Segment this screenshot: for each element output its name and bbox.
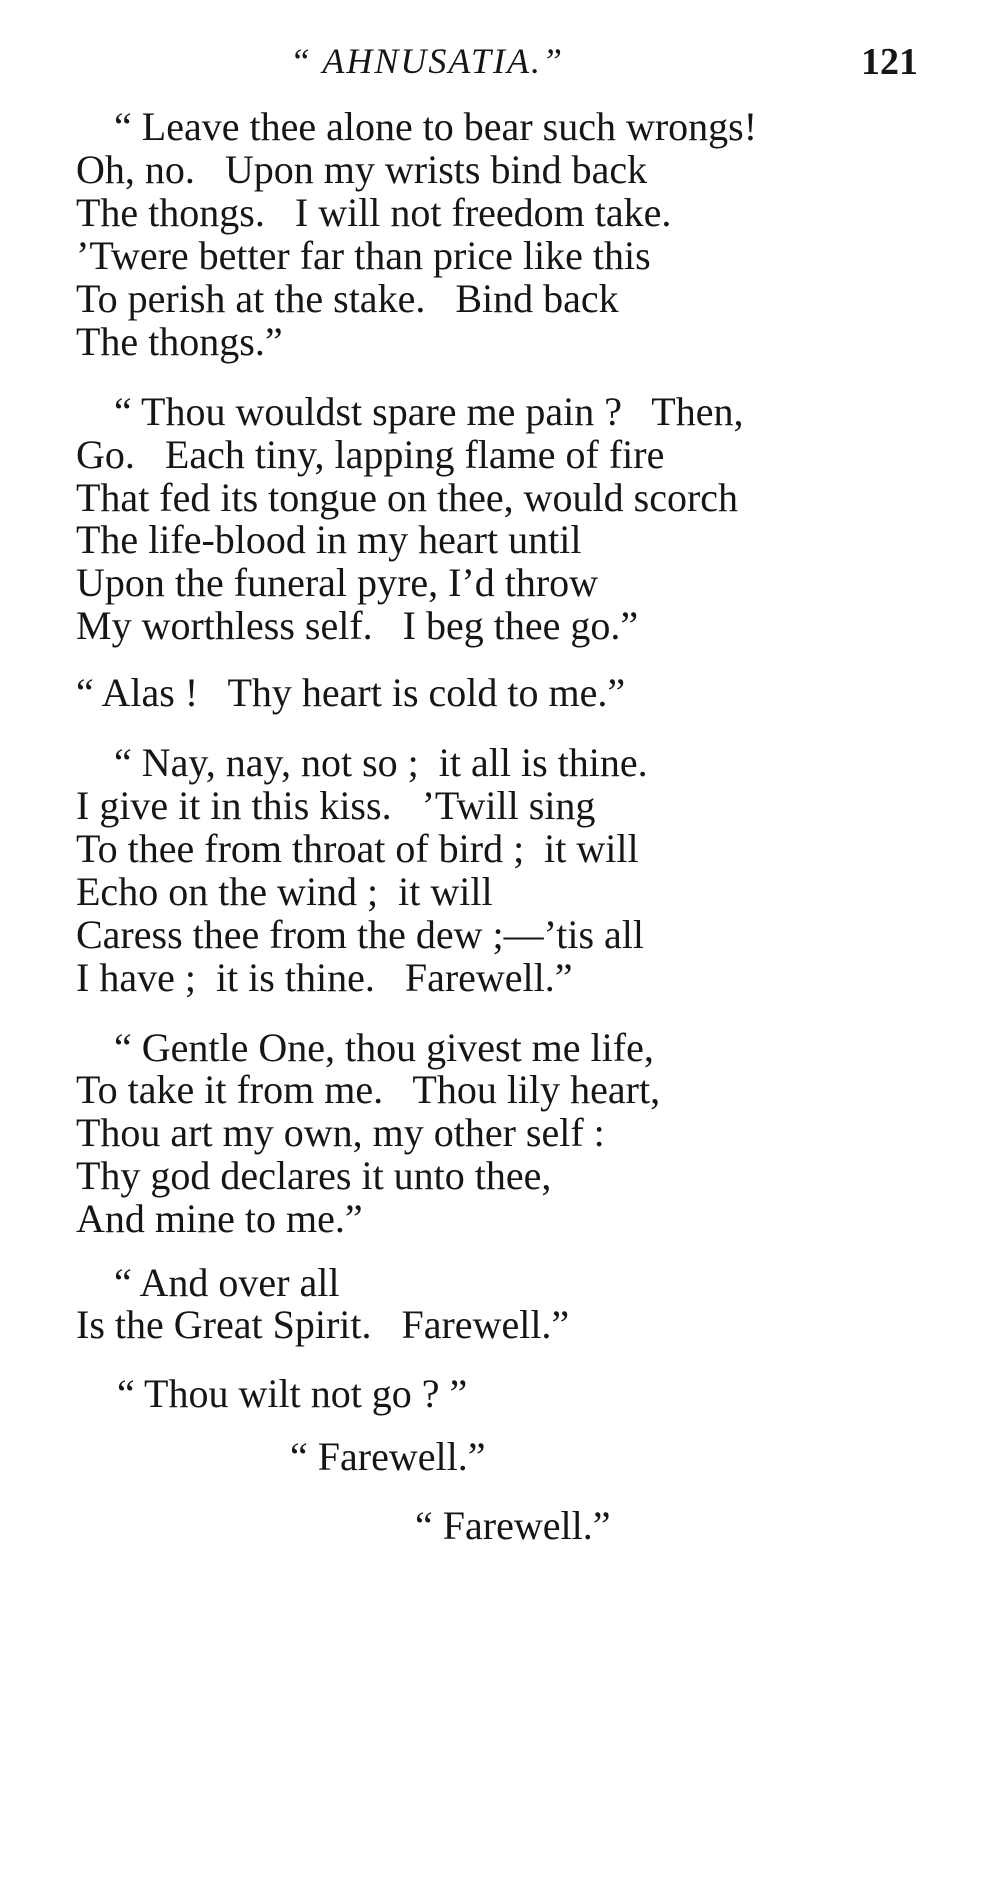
verse-line: “ Leave thee alone to bear such wrongs!	[114, 104, 758, 149]
verse-line: “ Alas ! Thy heart is cold to me.”	[76, 670, 626, 715]
verse-line: “ Gentle One, thou givest me life,	[114, 1025, 654, 1070]
verse-line: Thy god declares it unto thee,	[76, 1153, 552, 1198]
verse-line: To perish at the stake. Bind back	[76, 276, 619, 321]
verse-line: To take it from me. Thou lily heart,	[76, 1067, 661, 1112]
running-head	[75, 40, 918, 90]
verse-line: That fed its tongue on thee, would scorch	[76, 475, 739, 520]
verse-line: Echo on the wind ; it will	[76, 869, 493, 914]
verse-line: And mine to me.”	[76, 1196, 363, 1241]
verse-line: Go. Each tiny, lapping flame of fire	[76, 432, 665, 477]
verse-line: “ Farewell.”	[415, 1503, 611, 1548]
verse-line: Oh, no. Upon my wrists bind back	[76, 147, 648, 192]
verse-line: “ Farewell.”	[290, 1434, 486, 1479]
verse-line: The thongs.”	[76, 319, 283, 364]
verse-line: Thou art my own, my other self :	[76, 1110, 605, 1155]
verse-line: Upon the funeral pyre, I’d throw	[76, 560, 599, 605]
verse-line: The thongs. I will not freedom take.	[76, 190, 672, 235]
verse-line: I have ; it is thine. Farewell.”	[76, 955, 573, 1000]
verse-line: “ Thou wouldst spare me pain ? Then,	[114, 389, 744, 434]
verse-line: To thee from throat of bird ; it will	[76, 826, 639, 871]
verse-line: The life-blood in my heart until	[76, 517, 582, 562]
page-number: 121	[861, 41, 918, 83]
verse-line: My worthless self. I beg thee go.”	[76, 603, 639, 648]
verse-line: “ Nay, nay, not so ; it all is thine.	[114, 740, 648, 785]
verse-line: I give it in this kiss. ’Twill sing	[76, 783, 596, 828]
verse-line: “ And over all	[114, 1260, 340, 1305]
verse-line: Caress thee from the dew ;—’tis all	[76, 912, 645, 957]
verse-line: “ Thou wilt not go ? ”	[117, 1371, 468, 1416]
verse-line: Is the Great Spirit. Farewell.”	[76, 1302, 570, 1347]
verse-line: ’Twere better far than price like this	[76, 233, 651, 278]
running-title: “ AHNUSATIA.”	[290, 41, 565, 81]
